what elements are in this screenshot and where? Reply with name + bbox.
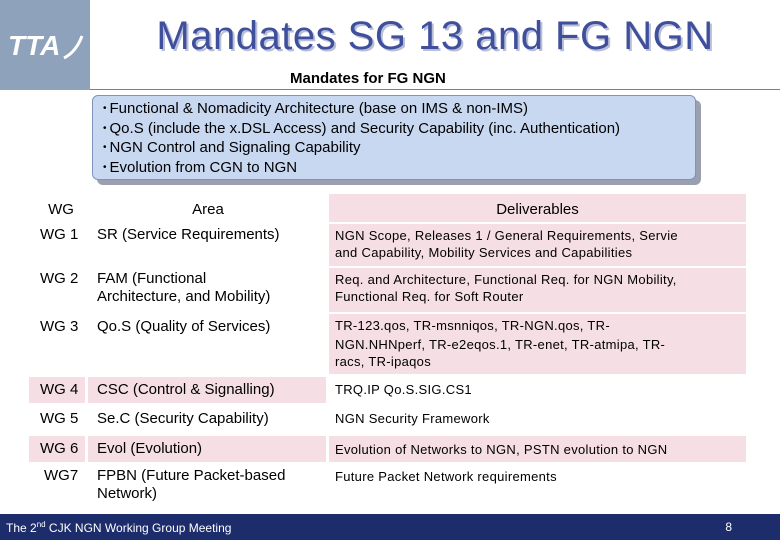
table-row-area: FAM (Functional Architecture, and Mobility) [97,270,271,305]
table-row-wg: WG 2 [40,270,79,287]
table-row-deliverables: TRQ.IP Qo.S.SIG.CS1 [335,382,472,397]
deliverables-header: Deliverables [329,194,746,222]
scope-item: • Qo.S (include the x.DSL Access) and Security Capability (inc. Authentication) [103,119,621,137]
table-row-wg: WG 1 [40,226,79,243]
scope-box [92,95,696,180]
table-row-deliverables: Evolution of Networks to NGN, PSTN evolution to NGN [329,436,746,462]
scope-item: • Functional & Nomadicity Architecture (base on IMS & non-IMS) [103,100,529,117]
table-row-deliverables: TR-123.qos, TR-msnniqos, TR-NGN.qos, TR- NGN.NHNperf, TR-e2eqos.1, TR-enet, TR-atmipa, TR- racs, TR-ipaqos [329,314,746,374]
footer-bar [0,514,780,540]
page-subtitle: Mandates for FG NGN [290,70,446,87]
bullet-icon: • [103,161,107,173]
area-header: Area [192,201,224,218]
table-row-wg: WG 3 [40,318,79,335]
table-row-area: CSC (Control & Signalling) [88,377,326,403]
bullet-icon: • [103,122,107,134]
tta-logo-text: TTA [8,30,61,61]
table-row-wg: WG7 [44,467,79,484]
title-divider [90,89,780,90]
table-row-deliverables: NGN Scope, Releases 1 / General Requirements, Servie and Capability, Mobility Services and Capabilities [329,224,746,266]
logo-panel [0,0,90,90]
table-row-deliverables: NGN Security Framework [335,411,490,426]
table-row-area: SR (Service Requirements) [97,226,280,243]
table-row-area: Qo.S (Quality of Services) [97,318,271,335]
table-row-area: FPBN (Future Packet-based Network) [97,467,286,502]
table-row-area: Evol (Evolution) [88,436,326,462]
bullet-icon: • [103,103,107,114]
table-row-deliverables: Future Packet Network requirements [335,469,557,484]
table-row-wg: WG 4 [29,377,85,403]
tta-logo [6,28,84,62]
scope-item: • Evolution from CGN to NGN [103,158,298,176]
table-row-deliverables: Req. and Architecture, Functional Req. for NGN Mobility, Functional Req. for Soft Router [329,268,746,312]
wg-header: WG [48,201,74,218]
logo-swoosh [64,36,82,58]
table-row-area: Se.C (Security Capability) [97,410,269,427]
page-number: 8 [725,520,732,534]
footer-text: The 2nd CJK NGN Working Group Meeting [6,520,232,535]
scope-item: • NGN Control and Signaling Capability [103,139,361,156]
bullet-icon: • [103,142,107,153]
table-row-wg: WG 5 [40,410,79,427]
table-row-wg: WG 6 [29,436,85,462]
page-title: Mandates SG 13 and FG NGN [156,14,714,58]
